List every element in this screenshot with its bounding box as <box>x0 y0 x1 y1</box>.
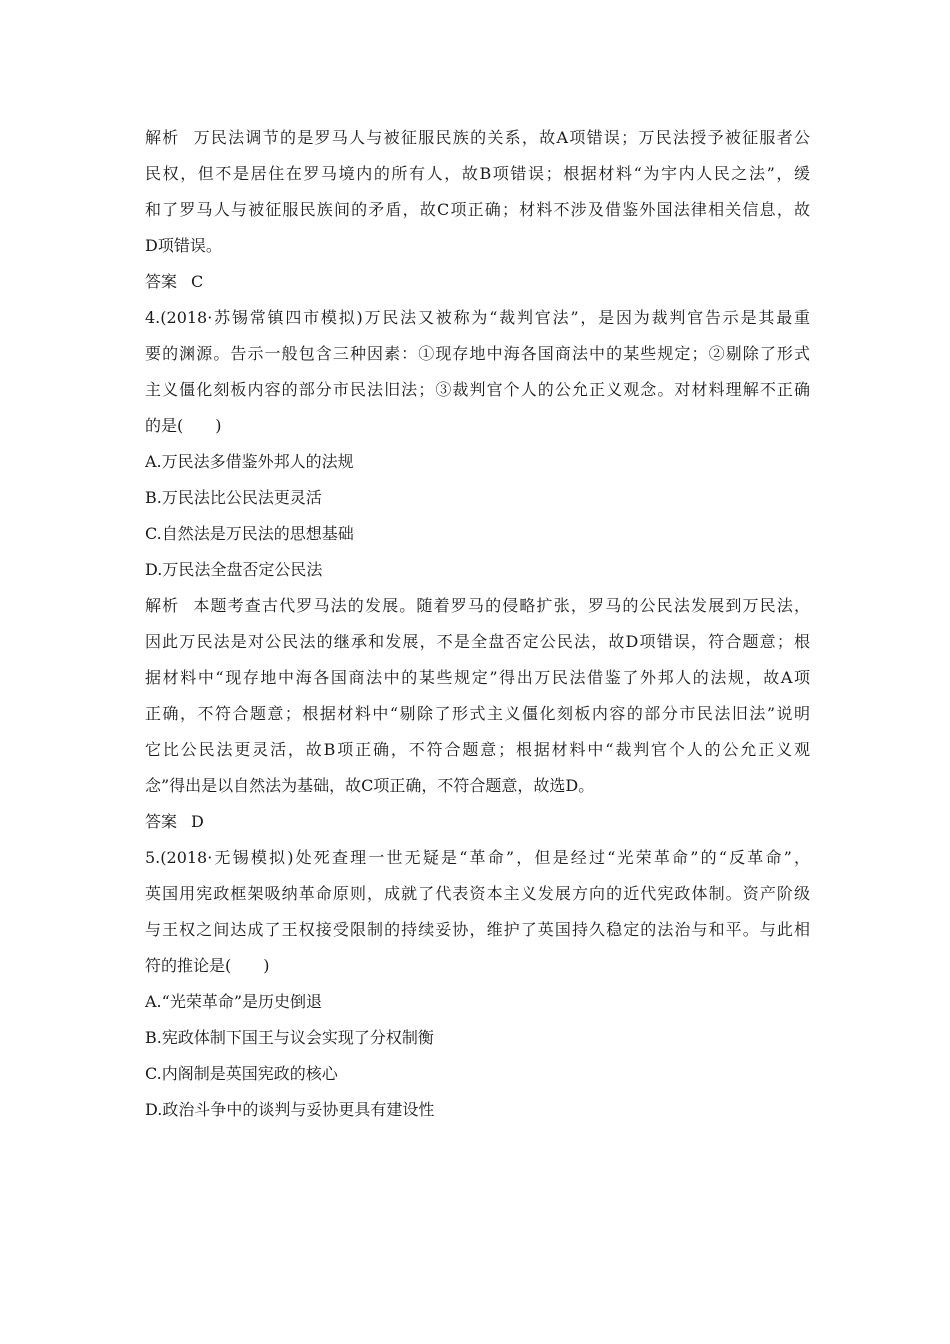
analysis-line: 它比公民法更灵活，故B项正确，不符合题意；根据材料中“裁判官个人的公允正义观 <box>145 740 810 759</box>
analysis-label: 解析 <box>145 596 180 615</box>
analysis-line: 民权，但不是居住在罗马境内的所有人，故B项错误；根据材料“为宇内人民之法”，缓 <box>145 164 810 183</box>
analysis-text: 本题考查古代罗马法的发展。随着罗马的侵略扩张，罗马的公民法发展到万民法， <box>193 596 810 615</box>
answer-value: C <box>191 272 204 291</box>
answer-label: 答案 <box>145 812 178 831</box>
option-d: D.政治斗争中的谈判与妥协更具有建设性 <box>145 1100 435 1119</box>
analysis-line: 和了罗马人与被征服民族间的矛盾，故C项正确；材料不涉及借鉴外国法律相关信息，故 <box>145 200 810 219</box>
analysis-line <box>145 120 810 156</box>
analysis-line: 正确，不符合题意；根据材料中“剔除了形式主义僵化刻板内容的部分市民法旧法”说明 <box>145 704 810 723</box>
analysis-line <box>145 588 810 624</box>
option-c: C.内阁制是英国宪政的核心 <box>145 1064 338 1083</box>
question-5-stem: 5.(2018·无锡模拟)处死查理一世无疑是“革命”，但是经过“光荣革命”的“反革命”， <box>145 848 810 867</box>
analysis-text: 万民法调节的是罗马人与被征服民族的关系，故A项错误；万民法授予被征服者公 <box>193 128 810 147</box>
option-b: B.万民法比公民法更灵活 <box>145 488 322 507</box>
option-d: D.万民法全盘否定公民法 <box>145 560 323 579</box>
analysis-line: D项错误。 <box>145 236 222 255</box>
answer-value: D <box>191 812 204 831</box>
question-5-stem: 英国用宪政框架吸纳革命原则，成就了代表资本主义发展方向的近代宪政体制。资产阶级 <box>145 884 810 903</box>
question-4-stem: 主义僵化刻板内容的部分市民法旧法；③裁判官个人的公允正义观念。对材料理解不正确 <box>145 380 810 399</box>
analysis-line: 据材料中“现存地中海各国商法中的某些规定”得出万民法借鉴了外邦人的法规，故A项 <box>145 668 810 687</box>
question-5-stem: 符的推论是( ) <box>145 956 270 975</box>
option-c: C.自然法是万民法的思想基础 <box>145 524 354 543</box>
analysis-label: 解析 <box>145 128 180 147</box>
option-b: B.宪政体制下国王与议会实现了分权制衡 <box>145 1028 434 1047</box>
question-4-stem: 4.(2018·苏锡常镇四市模拟)万民法又被称为“裁判官法”，是因为裁判官告示是其最重 <box>145 308 810 327</box>
question-4-stem: 要的渊源。告示一般包含三种因素：①现存地中海各国商法中的某些规定；②剔除了形式 <box>145 344 810 363</box>
analysis-line: 因此万民法是对公民法的继承和发展，不是全盘否定公民法，故D项错误，符合题意；根 <box>145 632 810 651</box>
option-a: A.“光荣革命”是历史倒退 <box>145 992 323 1011</box>
analysis-line: 念”得出是以自然法为基础，故C项正确，不符合题意，故选D。 <box>145 776 595 795</box>
option-a: A.万民法多借鉴外邦人的法规 <box>145 452 354 471</box>
question-4-stem: 的是( ) <box>145 416 222 435</box>
answer-line <box>145 804 810 840</box>
answer-label: 答案 <box>145 272 178 291</box>
answer-line <box>145 264 810 300</box>
question-5-stem: 与王权之间达成了王权接受限制的持续妥协，维护了英国持久稳定的法治与和平。与此相 <box>145 920 810 939</box>
document-page <box>145 120 810 1128</box>
